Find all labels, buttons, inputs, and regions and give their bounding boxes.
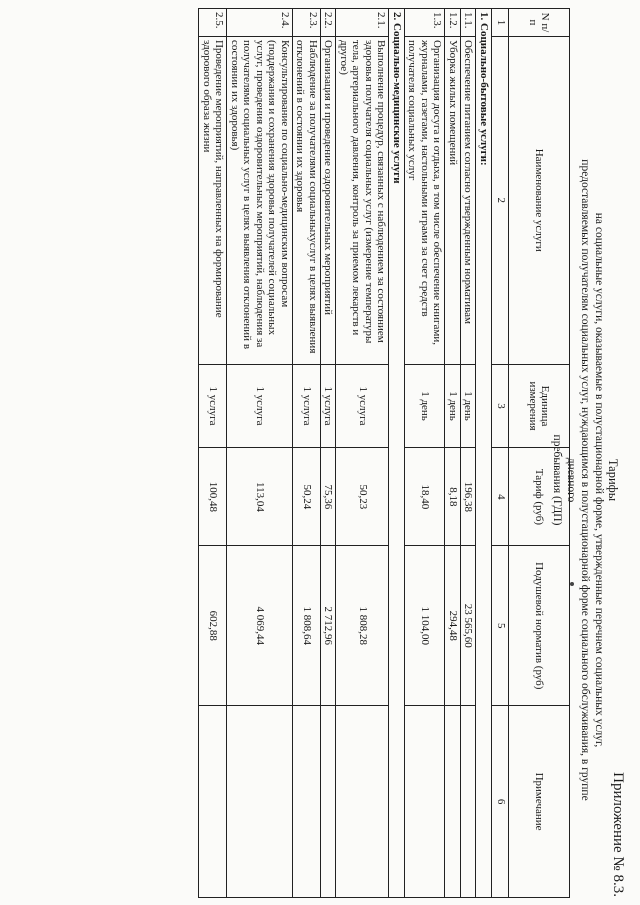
- unit-cell: 1 услуга: [321, 364, 337, 448]
- heading-line-2: предоставляемых получателям социальных услуг, нуждающимся в полустационарной форме социального обслуживания, в группе дневного: [565, 159, 591, 801]
- table-row: [405, 9, 446, 898]
- index-cell: 6: [492, 706, 509, 898]
- norm-cell: 23 565,60: [461, 546, 477, 706]
- header-norm: Подушевой норматив (руб): [509, 546, 570, 706]
- unit-cell: 1 услуга: [199, 364, 227, 448]
- table-row: [336, 9, 389, 898]
- tariff-cell: 50,24: [293, 448, 321, 546]
- norm-cell: 1 104,00: [405, 546, 446, 706]
- note-cell: [445, 706, 461, 898]
- tariff-cell: 75,36: [321, 448, 337, 546]
- note-cell: [227, 706, 293, 898]
- norm-cell: 1 808,28: [336, 546, 389, 706]
- note-cell: [293, 706, 321, 898]
- table-row: [199, 9, 227, 898]
- service-name: Наблюдение за получателями социальныхуслуг в целях выявления отклонений в состоянии их здоровья: [293, 36, 321, 364]
- index-cell: 2: [492, 36, 509, 364]
- norm-cell: 294,48: [445, 546, 461, 706]
- scan-speck: [570, 582, 574, 586]
- note-cell: [336, 706, 389, 898]
- unit-cell: 1 услуга: [336, 364, 389, 448]
- tariff-cell: 8,18: [445, 448, 461, 546]
- section-title: 2. Социально-медицинские услуги: [389, 9, 405, 898]
- row-number: 2.3.: [293, 9, 321, 37]
- norm-cell: 2 712,96: [321, 546, 337, 706]
- row-number: 1.3.: [405, 9, 446, 37]
- unit-cell: 1 услуга: [227, 364, 293, 448]
- norm-cell: 4 069,44: [227, 546, 293, 706]
- table-row: [461, 9, 477, 898]
- table-header-row: [509, 9, 570, 898]
- table-row: [227, 9, 293, 898]
- index-cell: 5: [492, 546, 509, 706]
- header-unit: Единица измерения: [509, 364, 570, 448]
- norm-cell: 1 808,64: [293, 546, 321, 706]
- section-title: 1. Социально-бытовые услуги:: [476, 9, 492, 898]
- tariffs-table: [199, 8, 571, 898]
- index-cell: 4: [492, 448, 509, 546]
- table-row: [445, 9, 461, 898]
- heading-line-3: пребывания (ГДП): [551, 434, 563, 526]
- note-cell: [199, 706, 227, 898]
- norm-cell: 602,88: [199, 546, 227, 706]
- row-number: 2.2.: [321, 9, 337, 37]
- service-name: Проведение мероприятий, направленных на формирование здорового образа жизни: [199, 36, 227, 364]
- service-name: Выполнение процедур, связанных с наблюдением за состоянием здоровья получателя социальных услуг (измерение температуры тела, артериального давления, контроль за приемом лекарств и другое): [336, 36, 389, 364]
- header-service-name: Наименование услуги: [509, 36, 570, 364]
- index-cell: 1: [492, 9, 509, 37]
- header-tariff: Тариф (руб): [509, 448, 570, 546]
- tariff-cell: 50,23: [336, 448, 389, 546]
- table-row: [293, 9, 321, 898]
- unit-cell: 1 день: [405, 364, 446, 448]
- table-row: [321, 9, 337, 898]
- service-name: Организация досуга и отдыха, в том числе обеспечение книгами, журналами, газетами, настольными играми за счет средств получателя социальных услуг: [405, 36, 446, 364]
- appendix-label: Приложение № 8.3.: [610, 772, 626, 897]
- tariff-cell: 100,48: [199, 448, 227, 546]
- column-index-row: [492, 9, 509, 898]
- unit-cell: 1 услуга: [293, 364, 321, 448]
- service-name: Обеспечение питанием согласно утвержденным нормативам: [461, 36, 477, 364]
- note-cell: [405, 706, 446, 898]
- tariff-cell: 196,38: [461, 448, 477, 546]
- service-name: Уборка жилых помещений: [445, 36, 461, 364]
- table-body: [199, 9, 492, 898]
- row-number: 2.4.: [227, 9, 293, 37]
- note-cell: [461, 706, 477, 898]
- tariff-cell: 18,40: [405, 448, 446, 546]
- row-number: 1.1.: [461, 9, 477, 37]
- heading-line-1: на социальные услуги, оказываемые в полустационарной форме, утвержденные перечнем социальных услуг,: [593, 212, 605, 748]
- index-cell: 3: [492, 364, 509, 448]
- header-number: N п/п: [509, 9, 570, 37]
- header-note: Примечание: [509, 706, 570, 898]
- unit-cell: 1 день: [461, 364, 477, 448]
- row-number: 1.2.: [445, 9, 461, 37]
- section-row: [389, 9, 405, 898]
- row-number: 2.5.: [199, 9, 227, 37]
- row-number: 2.1.: [336, 9, 389, 37]
- service-name: Организация и проведение оздоровительных мероприятий: [321, 36, 337, 364]
- note-cell: [321, 706, 337, 898]
- tariff-cell: 113,04: [227, 448, 293, 546]
- section-row: [476, 9, 492, 898]
- unit-cell: 1 день: [445, 364, 461, 448]
- service-name: Консультирование по социально-медицинским вопросам (поддержания и сохранения здоровья получателей социальных услуг, проведения оздоровительных мероприятий, наблюдения за получателями социальных услуг в целях выявления отклонений в состоянии их здоровья): [227, 36, 293, 364]
- heading-title: Тарифы: [606, 458, 620, 502]
